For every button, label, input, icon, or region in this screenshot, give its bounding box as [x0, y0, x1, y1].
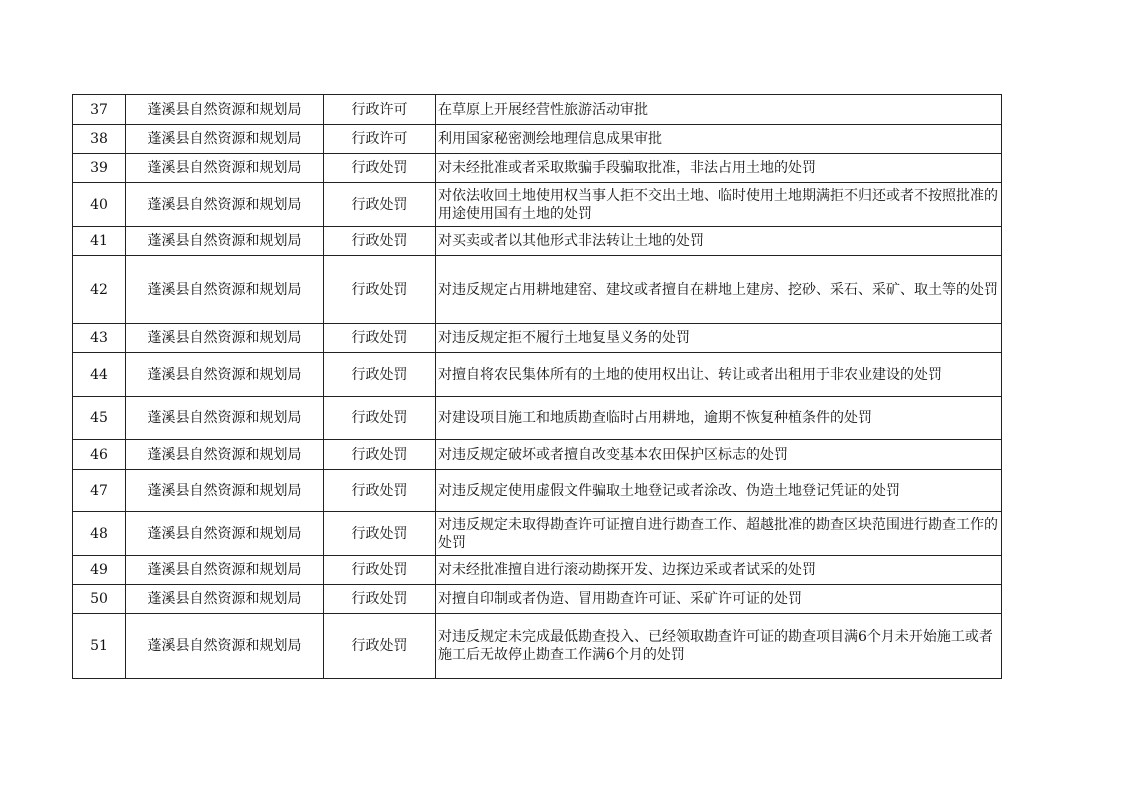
department-cell: 蓬溪县自然资源和规划局	[126, 183, 324, 227]
table-row	[73, 556, 1002, 585]
department-cell: 蓬溪县自然资源和规划局	[126, 585, 324, 614]
table-row	[73, 183, 1002, 227]
item-description-cell: 对未经批准擅自进行滚动勘探开发、边探边采或者试采的处罚	[436, 556, 1002, 585]
department-cell: 蓬溪县自然资源和规划局	[126, 614, 324, 679]
row-number-cell: 44	[73, 353, 126, 397]
category-cell: 行政处罚	[324, 397, 436, 440]
item-description-cell: 对依法收回土地使用权当事人拒不交出土地、临时使用土地期满拒不归还或者不按照批准的用途使用国有土地的处罚	[436, 183, 1002, 227]
row-number-cell: 38	[73, 125, 126, 154]
item-description-cell: 利用国家秘密测绘地理信息成果审批	[436, 125, 1002, 154]
item-description-cell: 对未经批准或者采取欺骗手段骗取批准，非法占用土地的处罚	[436, 154, 1002, 183]
table-row	[73, 585, 1002, 614]
row-number-cell: 45	[73, 397, 126, 440]
category-cell: 行政处罚	[324, 183, 436, 227]
department-cell: 蓬溪县自然资源和规划局	[126, 353, 324, 397]
items-table	[72, 94, 1002, 679]
item-description-cell: 在草原上开展经营性旅游活动审批	[436, 95, 1002, 125]
category-cell: 行政处罚	[324, 614, 436, 679]
item-description-cell: 对违反规定未取得勘查许可证擅自进行勘查工作、超越批准的勘查区块范围进行勘查工作的处罚	[436, 512, 1002, 556]
item-description-cell: 对建设项目施工和地质勘查临时占用耕地，逾期不恢复种植条件的处罚	[436, 397, 1002, 440]
department-cell: 蓬溪县自然资源和规划局	[126, 227, 324, 256]
category-cell: 行政处罚	[324, 324, 436, 353]
row-number-cell: 40	[73, 183, 126, 227]
row-number-cell: 49	[73, 556, 126, 585]
category-cell: 行政许可	[324, 95, 436, 125]
table-row	[73, 95, 1002, 125]
department-cell: 蓬溪县自然资源和规划局	[126, 512, 324, 556]
table-row	[73, 353, 1002, 397]
row-number-cell: 39	[73, 154, 126, 183]
department-cell: 蓬溪县自然资源和规划局	[126, 440, 324, 470]
row-number-cell: 43	[73, 324, 126, 353]
table-row	[73, 125, 1002, 154]
category-cell: 行政处罚	[324, 154, 436, 183]
item-description-cell: 对违反规定破坏或者擅自改变基本农田保护区标志的处罚	[436, 440, 1002, 470]
category-cell: 行政处罚	[324, 440, 436, 470]
item-description-cell: 对擅自将农民集体所有的土地的使用权出让、转让或者出租用于非农业建设的处罚	[436, 353, 1002, 397]
category-cell: 行政处罚	[324, 585, 436, 614]
category-cell: 行政处罚	[324, 556, 436, 585]
department-cell: 蓬溪县自然资源和规划局	[126, 154, 324, 183]
row-number-cell: 41	[73, 227, 126, 256]
department-cell: 蓬溪县自然资源和规划局	[126, 324, 324, 353]
row-number-cell: 42	[73, 256, 126, 324]
table-row	[73, 512, 1002, 556]
department-cell: 蓬溪县自然资源和规划局	[126, 397, 324, 440]
category-cell: 行政处罚	[324, 512, 436, 556]
row-number-cell: 50	[73, 585, 126, 614]
category-cell: 行政处罚	[324, 470, 436, 512]
item-description-cell: 对违反规定拒不履行土地复垦义务的处罚	[436, 324, 1002, 353]
category-cell: 行政许可	[324, 125, 436, 154]
department-cell: 蓬溪县自然资源和规划局	[126, 256, 324, 324]
category-cell: 行政处罚	[324, 353, 436, 397]
row-number-cell: 46	[73, 440, 126, 470]
department-cell: 蓬溪县自然资源和规划局	[126, 556, 324, 585]
item-description-cell: 对违反规定未完成最低勘查投入、已经领取勘查许可证的勘查项目满6个月未开始施工或者施工后无故停止勘查工作满6个月的处罚	[436, 614, 1002, 679]
items-table-body	[73, 95, 1002, 679]
department-cell: 蓬溪县自然资源和规划局	[126, 125, 324, 154]
table-row	[73, 256, 1002, 324]
department-cell: 蓬溪县自然资源和规划局	[126, 95, 324, 125]
table-row	[73, 154, 1002, 183]
table-row	[73, 440, 1002, 470]
table-row	[73, 227, 1002, 256]
row-number-cell: 47	[73, 470, 126, 512]
row-number-cell: 51	[73, 614, 126, 679]
item-description-cell: 对违反规定占用耕地建窑、建坟或者擅自在耕地上建房、挖砂、采石、采矿、取土等的处罚	[436, 256, 1002, 324]
item-description-cell: 对违反规定使用虚假文件骗取土地登记或者涂改、伪造土地登记凭证的处罚	[436, 470, 1002, 512]
table-row	[73, 614, 1002, 679]
row-number-cell: 37	[73, 95, 126, 125]
category-cell: 行政处罚	[324, 227, 436, 256]
row-number-cell: 48	[73, 512, 126, 556]
item-description-cell: 对买卖或者以其他形式非法转让土地的处罚	[436, 227, 1002, 256]
item-description-cell: 对擅自印制或者伪造、冒用勘查许可证、采矿许可证的处罚	[436, 585, 1002, 614]
table-row	[73, 470, 1002, 512]
department-cell: 蓬溪县自然资源和规划局	[126, 470, 324, 512]
table-row	[73, 397, 1002, 440]
table-row	[73, 324, 1002, 353]
category-cell: 行政处罚	[324, 256, 436, 324]
